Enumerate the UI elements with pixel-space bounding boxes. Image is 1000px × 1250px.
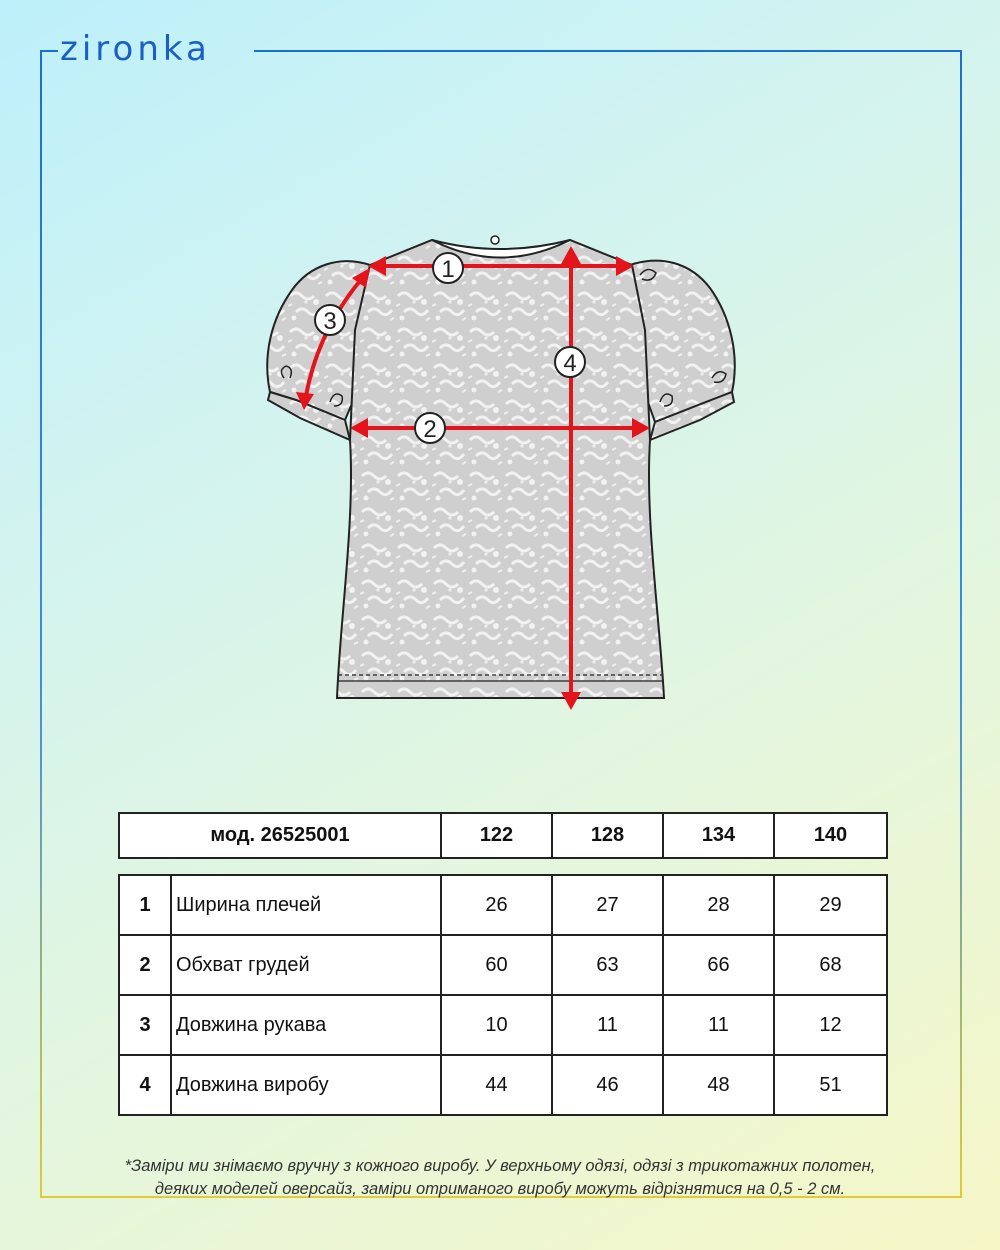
row-value: 48 bbox=[663, 1055, 774, 1115]
size-table-header bbox=[118, 812, 888, 859]
row-value: 28 bbox=[663, 875, 774, 935]
row-value: 11 bbox=[663, 995, 774, 1055]
footnote-line-2: деяких моделей оверсайз, заміри отриманого виробу можуть відрізнятися на 0,5 - 2 см. bbox=[154, 1180, 846, 1198]
footnote-line-1: *Заміри ми знімаємо вручну з кожного виробу. У верхньому одязі, одязі з трикотажних полотен, bbox=[124, 1157, 876, 1175]
blouse-body bbox=[337, 240, 664, 698]
row-label: Обхват грудей bbox=[171, 935, 441, 995]
row-value: 11 bbox=[552, 995, 663, 1055]
model-label: мод. 26525001 bbox=[119, 813, 441, 858]
marker-1-label: 1 bbox=[441, 256, 455, 283]
row-value: 27 bbox=[552, 875, 663, 935]
row-value: 10 bbox=[441, 995, 552, 1055]
row-label: Довжина рукава bbox=[171, 995, 441, 1055]
marker-4-label: 4 bbox=[563, 350, 577, 377]
table-row bbox=[119, 875, 887, 935]
size-128: 128 bbox=[552, 813, 663, 858]
table-row bbox=[119, 995, 887, 1055]
marker-3 bbox=[315, 305, 345, 335]
size-table bbox=[118, 812, 886, 1116]
marker-3-label: 3 bbox=[323, 308, 337, 335]
row-value: 44 bbox=[441, 1055, 552, 1115]
header-row bbox=[119, 813, 887, 858]
row-value: 12 bbox=[774, 995, 887, 1055]
row-value: 68 bbox=[774, 935, 887, 995]
size-122: 122 bbox=[441, 813, 552, 858]
row-value: 63 bbox=[552, 935, 663, 995]
size-134: 134 bbox=[663, 813, 774, 858]
marker-2-label: 2 bbox=[423, 416, 437, 443]
row-value: 66 bbox=[663, 935, 774, 995]
row-value: 46 bbox=[552, 1055, 663, 1115]
row-label: Ширина плечей bbox=[171, 875, 441, 935]
neck-button bbox=[491, 236, 499, 244]
marker-2 bbox=[415, 413, 445, 443]
row-value: 26 bbox=[441, 875, 552, 935]
marker-4 bbox=[555, 347, 585, 377]
row-label: Довжина виробу bbox=[171, 1055, 441, 1115]
row-number: 4 bbox=[119, 1055, 171, 1115]
row-number: 1 bbox=[119, 875, 171, 935]
size-table-body bbox=[118, 874, 888, 1116]
row-value: 29 bbox=[774, 875, 887, 935]
arrow-4-head-bottom bbox=[561, 692, 581, 710]
brand-logo: zironka bbox=[60, 29, 211, 69]
marker-1 bbox=[433, 253, 463, 283]
row-value: 60 bbox=[441, 935, 552, 995]
row-number: 3 bbox=[119, 995, 171, 1055]
row-value: 51 bbox=[774, 1055, 887, 1115]
size-140: 140 bbox=[774, 813, 887, 858]
measurement-footnote bbox=[50, 1155, 950, 1201]
row-number: 2 bbox=[119, 935, 171, 995]
table-row bbox=[119, 1055, 887, 1115]
table-row bbox=[119, 935, 887, 995]
